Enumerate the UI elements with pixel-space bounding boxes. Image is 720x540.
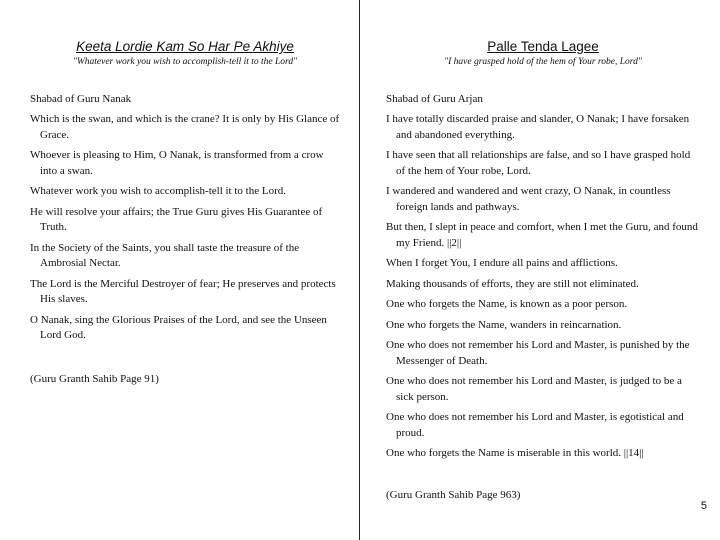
- verse-line: But then, I slept in peace and comfort, when I met the Guru, and found my Friend. ||2||: [386, 221, 698, 249]
- verse-line: Which is the swan, and which is the crane? It is only by His Glance of Grace.: [30, 113, 340, 141]
- left-column: [30, 38, 340, 385]
- right-title: Palle Tenda Lagee: [487, 39, 599, 54]
- right-column: [386, 38, 700, 501]
- verse-line: Making thousands of efforts, they are still not eliminated.: [386, 277, 639, 290]
- right-subtitle: "I have grasped hold of the hem of Your robe, Lord": [444, 57, 642, 67]
- right-verse-list: [386, 112, 700, 462]
- verse-line: I have seen that all relationships are false, and so I have grasped hold of the hem of Your robe, Lord.: [386, 149, 691, 177]
- verse-line: One who forgets the Name is miserable in this world. ||14||: [386, 447, 644, 459]
- verse-line: O Nanak, sing the Glorious Praises of the Lord, and see the Unseen Lord God.: [30, 313, 327, 341]
- right-citation: (Guru Granth Sahib Page 963): [386, 489, 521, 501]
- verse-line: I wandered and wandered and went crazy, O Nanak, in countless foreign lands and pathways.: [386, 185, 671, 213]
- verse-line: One who forgets the Name, wanders in reincarnation.: [386, 318, 622, 331]
- left-subtitle: "Whatever work you wish to accomplish-tell it to the Lord": [72, 57, 298, 67]
- verse-line: One who does not remember his Lord and Master, is judged to be a sick person.: [386, 375, 682, 403]
- verse-line: He will resolve your affairs; the True Guru gives His Guarantee of Truth.: [30, 205, 323, 233]
- right-heading: Shabad of Guru Arjan: [386, 93, 483, 105]
- verse-line: In the Society of the Saints, you shall taste the treasure of the Ambrosial Nectar.: [30, 241, 300, 269]
- verse-line: The Lord is the Merciful Destroyer of fear; He preserves and protects His slaves.: [30, 277, 336, 305]
- verse-line: One who forgets the Name, is known as a poor person.: [386, 298, 628, 310]
- left-citation: (Guru Granth Sahib Page 91): [30, 373, 159, 385]
- left-verse-list: [30, 112, 340, 344]
- left-title: Keeta Lordie Kam So Har Pe Akhiye: [76, 39, 294, 54]
- page-divider: [359, 0, 360, 540]
- verse-line: Whoever is pleasing to Him, O Nanak, is transformed from a crow into a swan.: [30, 149, 324, 177]
- verse-line: One who does not remember his Lord and Master, is egotistical and proud.: [386, 411, 684, 439]
- verse-line: I have totally discarded praise and slander, O Nanak; I have forsaken and abandoned everything.: [386, 113, 690, 141]
- verse-line: Whatever work you wish to accomplish-tell it to the Lord.: [30, 185, 286, 197]
- verse-line: When I forget You, I endure all pains and afflictions.: [386, 257, 618, 269]
- left-heading: Shabad of Guru Nanak: [30, 93, 132, 105]
- page-number: 5: [700, 500, 707, 512]
- verse-line: One who does not remember his Lord and Master, is punished by the Messenger of Death.: [386, 339, 690, 367]
